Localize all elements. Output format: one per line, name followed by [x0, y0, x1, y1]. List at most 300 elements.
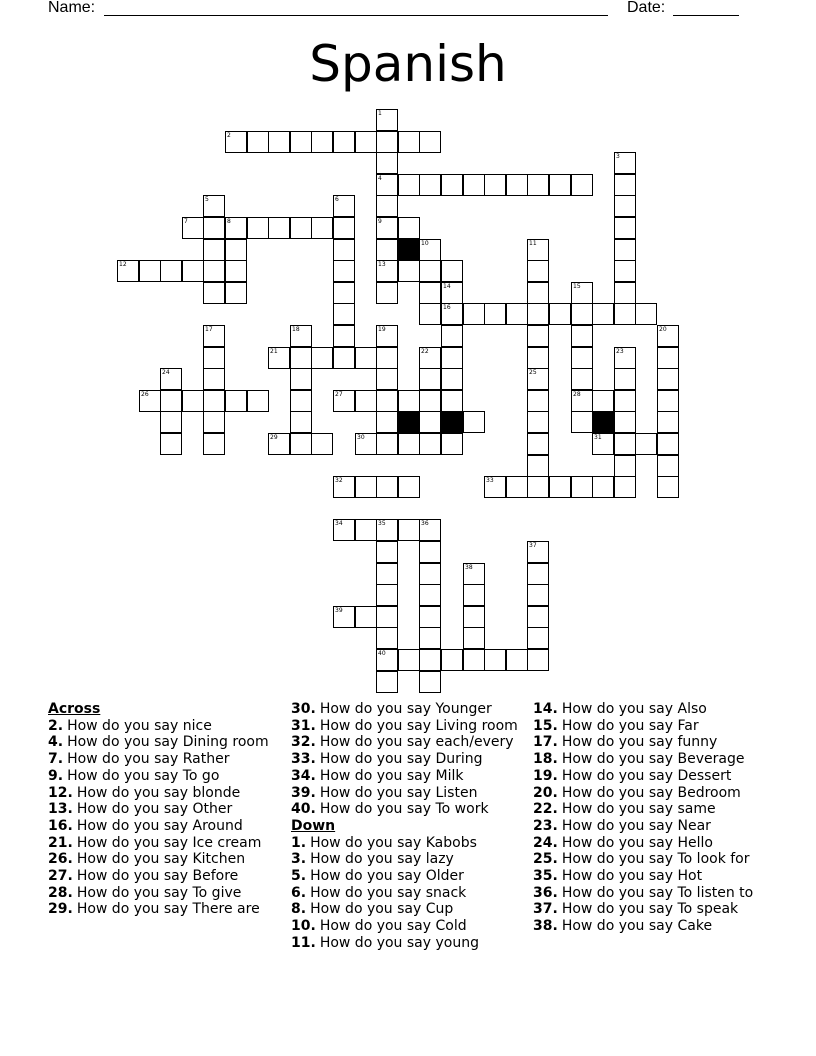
grid-cell[interactable]	[419, 649, 441, 671]
clue-number-label: 40.	[291, 801, 316, 818]
clue-number-label: 2.	[48, 717, 64, 734]
clue-number: 25	[529, 369, 537, 376]
clue-number-label: 24.	[533, 834, 558, 851]
grid-cell[interactable]	[203, 282, 225, 304]
clue-text: How do you say Dining room	[67, 734, 269, 751]
grid-cell[interactable]	[311, 131, 333, 153]
grid-cell[interactable]	[441, 325, 463, 347]
grid-cell[interactable]	[419, 627, 441, 649]
grid-cell[interactable]	[419, 671, 441, 693]
clue-item	[533, 901, 773, 918]
grid-cell[interactable]	[376, 131, 398, 153]
grid-cell[interactable]	[441, 174, 463, 196]
grid-cell[interactable]	[182, 390, 204, 412]
numbered-cell[interactable]	[225, 131, 247, 153]
grid-cell[interactable]	[376, 541, 398, 563]
grid-cell[interactable]	[419, 174, 441, 196]
clue-text: How do you say Bedroom	[561, 784, 741, 801]
numbered-cell[interactable]	[203, 195, 225, 217]
numbered-cell[interactable]	[333, 390, 355, 412]
clue-item	[291, 801, 531, 818]
clue-number: 36	[421, 520, 429, 527]
clue-number-label: 37.	[533, 901, 558, 918]
grid-cell[interactable]	[376, 152, 398, 174]
clue-number-label: 18.	[533, 751, 558, 768]
grid-cell[interactable]	[203, 411, 225, 433]
clue-item	[291, 718, 531, 735]
grid-cell[interactable]	[398, 390, 420, 412]
grid-cell[interactable]	[614, 476, 636, 498]
clue-number-label: 6.	[291, 884, 307, 901]
grid-cell[interactable]	[614, 217, 636, 239]
grid-cell[interactable]	[160, 260, 182, 282]
grid-cell[interactable]	[657, 368, 679, 390]
grid-cell[interactable]	[571, 325, 593, 347]
clue-text: How do you say Beverage	[561, 751, 745, 768]
clue-item	[533, 701, 773, 718]
grid-cell[interactable]	[355, 347, 377, 369]
grid-cell[interactable]	[419, 433, 441, 455]
grid-cell[interactable]	[506, 476, 528, 498]
clue-number-label: 27.	[48, 868, 73, 885]
grid-cell[interactable]	[484, 649, 506, 671]
grid-cell[interactable]	[463, 174, 485, 196]
grid-cell[interactable]	[376, 347, 398, 369]
clue-item	[291, 751, 531, 768]
clue-number: 11	[529, 240, 537, 247]
grid-cell[interactable]	[527, 390, 549, 412]
clue-item	[48, 868, 278, 885]
across-clue-list-continued	[291, 701, 531, 818]
grid-cell[interactable]	[290, 411, 312, 433]
numbered-cell[interactable]	[333, 606, 355, 628]
grid-cell[interactable]	[311, 433, 333, 455]
grid-cell[interactable]	[527, 584, 549, 606]
clue-text: How do you say Kabobs	[310, 834, 477, 851]
grid-cell[interactable]	[398, 260, 420, 282]
grid-cell[interactable]	[527, 325, 549, 347]
grid-cell[interactable]	[592, 476, 614, 498]
numbered-cell[interactable]	[203, 325, 225, 347]
numbered-cell[interactable]	[527, 368, 549, 390]
grid-cell[interactable]	[614, 282, 636, 304]
clue-item	[291, 935, 531, 952]
clue-text: How do you say each/every	[319, 734, 514, 751]
clue-number: 2	[227, 132, 231, 139]
numbered-cell[interactable]	[592, 433, 614, 455]
clue-text: How do you say Far	[561, 717, 699, 734]
grid-cell[interactable]	[571, 174, 593, 196]
grid-cell[interactable]	[333, 260, 355, 282]
clue-number-label: 36.	[533, 884, 558, 901]
grid-cell[interactable]	[463, 303, 485, 325]
grid-cell[interactable]	[376, 195, 398, 217]
grid-cell[interactable]	[419, 584, 441, 606]
grid-cell[interactable]	[527, 455, 549, 477]
grid-cell[interactable]	[376, 368, 398, 390]
clue-number-label: 5.	[291, 868, 307, 885]
clue-number-label: 14.	[533, 701, 558, 717]
clue-number: 40	[378, 650, 386, 657]
clue-text: How do you say Hello	[561, 834, 713, 851]
numbered-cell[interactable]	[527, 541, 549, 563]
grid-cell[interactable]	[571, 476, 593, 498]
grid-cell[interactable]	[571, 347, 593, 369]
numbered-cell[interactable]	[419, 239, 441, 261]
grid-cell[interactable]	[657, 433, 679, 455]
numbered-cell[interactable]	[333, 476, 355, 498]
clue-number-label: 22.	[533, 801, 558, 818]
grid-cell[interactable]	[527, 411, 549, 433]
numbered-cell[interactable]	[333, 195, 355, 217]
grid-cell[interactable]	[376, 390, 398, 412]
grid-cell[interactable]	[203, 239, 225, 261]
clue-number-label: 26.	[48, 851, 73, 868]
grid-cell[interactable]	[376, 584, 398, 606]
clue-text: How do you say Listen	[319, 784, 478, 801]
numbered-cell[interactable]	[441, 303, 463, 325]
clue-item	[48, 718, 278, 735]
grid-cell[interactable]	[527, 282, 549, 304]
grid-cell[interactable]	[268, 217, 290, 239]
clue-number-label: 7.	[48, 751, 64, 768]
numbered-cell[interactable]	[290, 325, 312, 347]
grid-cell[interactable]	[376, 606, 398, 628]
grid-cell[interactable]	[203, 217, 225, 239]
clue-number-label: 31.	[291, 717, 316, 734]
grid-cell[interactable]	[290, 347, 312, 369]
clue-number: 16	[443, 304, 451, 311]
grid-cell[interactable]	[657, 411, 679, 433]
grid-cell[interactable]	[311, 217, 333, 239]
grid-cell[interactable]	[463, 584, 485, 606]
clue-text: How do you say To give	[76, 884, 242, 901]
numbered-cell[interactable]	[376, 260, 398, 282]
clue-item	[48, 818, 278, 835]
grid-cell[interactable]	[635, 303, 657, 325]
grid-cell[interactable]	[614, 195, 636, 217]
numbered-cell[interactable]	[463, 563, 485, 585]
clue-text: How do you say Living room	[319, 717, 518, 734]
grid-cell[interactable]	[549, 174, 571, 196]
grid-cell[interactable]	[311, 347, 333, 369]
clue-number: 32	[335, 477, 343, 484]
grid-cell[interactable]	[635, 433, 657, 455]
grid-cell[interactable]	[333, 131, 355, 153]
grid-cell[interactable]	[441, 347, 463, 369]
clue-text: How do you say snack	[310, 884, 467, 901]
grid-cell[interactable]	[614, 174, 636, 196]
grid-cell[interactable]	[657, 455, 679, 477]
clue-number-label: 29.	[48, 901, 73, 918]
grid-cell[interactable]	[484, 303, 506, 325]
clue-item	[533, 851, 773, 868]
numbered-cell[interactable]	[571, 390, 593, 412]
grid-cell[interactable]	[376, 433, 398, 455]
grid-cell[interactable]	[333, 217, 355, 239]
grid-cell[interactable]	[247, 217, 269, 239]
grid-cell[interactable]	[506, 649, 528, 671]
grid-cell[interactable]	[225, 390, 247, 412]
clue-number: 20	[659, 326, 667, 333]
clue-item	[533, 768, 773, 785]
clue-number-label: 32.	[291, 734, 316, 751]
grid-cell[interactable]	[182, 260, 204, 282]
grid-cell[interactable]	[419, 303, 441, 325]
numbered-cell[interactable]	[268, 433, 290, 455]
clue-number-label: 19.	[533, 767, 558, 784]
grid-cell[interactable]	[463, 649, 485, 671]
grid-cell[interactable]	[333, 282, 355, 304]
grid-cell[interactable]	[398, 217, 420, 239]
clue-text: How do you say To speak	[561, 901, 739, 918]
grid-cell[interactable]	[549, 303, 571, 325]
clue-text: How do you say Older	[310, 868, 464, 885]
clue-number-label: 21.	[48, 834, 73, 851]
numbered-cell[interactable]	[160, 368, 182, 390]
grid-cell[interactable]	[203, 433, 225, 455]
clue-text: How do you say Hot	[561, 868, 703, 885]
grid-cell[interactable]	[333, 239, 355, 261]
grid-cell[interactable]	[441, 390, 463, 412]
grid-cell[interactable]	[527, 347, 549, 369]
clue-text: How do you say Kitchen	[76, 851, 246, 868]
grid-cell[interactable]	[290, 217, 312, 239]
numbered-cell[interactable]	[333, 519, 355, 541]
grid-cell[interactable]	[398, 649, 420, 671]
clue-text: How do you say nice	[67, 717, 212, 734]
numbered-cell[interactable]	[527, 239, 549, 261]
grid-cell[interactable]	[376, 671, 398, 693]
grid-cell[interactable]	[441, 368, 463, 390]
grid-cell[interactable]	[376, 411, 398, 433]
grid-cell[interactable]	[614, 239, 636, 261]
grid-cell[interactable]	[139, 260, 161, 282]
grid-cell[interactable]	[463, 606, 485, 628]
grid-cell[interactable]	[290, 368, 312, 390]
grid-cell[interactable]	[333, 347, 355, 369]
clue-number-label: 23.	[533, 817, 558, 834]
grid-cell[interactable]	[527, 606, 549, 628]
grid-cell[interactable]	[657, 347, 679, 369]
grid-cell[interactable]	[527, 476, 549, 498]
clue-number: 23	[616, 348, 624, 355]
grid-cell[interactable]	[355, 131, 377, 153]
grid-cell[interactable]	[419, 282, 441, 304]
grid-cell[interactable]	[657, 476, 679, 498]
grid-cell[interactable]	[527, 649, 549, 671]
clue-number-label: 17.	[533, 734, 558, 751]
grid-cell[interactable]	[506, 174, 528, 196]
grid-cell[interactable]	[463, 411, 485, 433]
numbered-cell[interactable]	[376, 519, 398, 541]
grid-cell[interactable]	[398, 174, 420, 196]
grid-cell[interactable]	[571, 411, 593, 433]
grid-cell[interactable]	[614, 260, 636, 282]
grid-cell[interactable]	[225, 260, 247, 282]
page-title: Spanish	[309, 35, 507, 93]
grid-cell[interactable]	[614, 455, 636, 477]
numbered-cell[interactable]	[419, 519, 441, 541]
grid-cell[interactable]	[614, 303, 636, 325]
grid-cell[interactable]	[527, 303, 549, 325]
numbered-cell[interactable]	[376, 217, 398, 239]
grid-cell[interactable]	[419, 541, 441, 563]
clue-item	[533, 918, 773, 935]
clue-item	[291, 835, 531, 852]
numbered-cell[interactable]	[355, 433, 377, 455]
numbered-cell[interactable]	[376, 174, 398, 196]
clue-item	[291, 901, 531, 918]
clue-text: How do you say Dessert	[561, 767, 732, 784]
grid-cell[interactable]	[160, 411, 182, 433]
grid-cell[interactable]	[355, 519, 377, 541]
grid-cell[interactable]	[419, 368, 441, 390]
clue-number-label: 33.	[291, 751, 316, 768]
grid-cell[interactable]	[614, 411, 636, 433]
clue-item	[48, 835, 278, 852]
grid-cell[interactable]	[419, 606, 441, 628]
black-square	[398, 239, 420, 261]
clue-column-2	[291, 701, 531, 952]
numbered-cell[interactable]	[614, 347, 636, 369]
black-square	[592, 411, 614, 433]
clue-number: 33	[486, 477, 494, 484]
grid-cell[interactable]	[203, 260, 225, 282]
numbered-cell[interactable]	[268, 347, 290, 369]
grid-cell[interactable]	[376, 282, 398, 304]
grid-cell[interactable]	[441, 260, 463, 282]
grid-cell[interactable]	[592, 303, 614, 325]
grid-cell[interactable]	[506, 303, 528, 325]
grid-cell[interactable]	[225, 239, 247, 261]
name-label: Name:	[48, 0, 96, 16]
grid-cell[interactable]	[484, 174, 506, 196]
grid-cell[interactable]	[290, 433, 312, 455]
grid-cell[interactable]	[290, 131, 312, 153]
grid-cell[interactable]	[614, 390, 636, 412]
clue-number-label: 13.	[48, 801, 73, 818]
grid-cell[interactable]	[592, 390, 614, 412]
grid-cell[interactable]	[549, 476, 571, 498]
clue-number: 13	[378, 261, 386, 268]
grid-cell[interactable]	[398, 519, 420, 541]
grid-cell[interactable]	[527, 433, 549, 455]
grid-cell[interactable]	[160, 390, 182, 412]
grid-cell[interactable]	[290, 390, 312, 412]
numbered-cell[interactable]	[376, 109, 398, 131]
numbered-cell[interactable]	[225, 217, 247, 239]
clue-item	[48, 851, 278, 868]
clue-number-label: 35.	[533, 868, 558, 885]
grid-cell[interactable]	[355, 476, 377, 498]
numbered-cell[interactable]	[571, 282, 593, 304]
clue-item	[291, 868, 531, 885]
clue-item	[533, 718, 773, 735]
clue-number: 31	[594, 434, 602, 441]
clue-number: 26	[141, 391, 149, 398]
grid-cell[interactable]	[419, 131, 441, 153]
clue-number-label: 16.	[48, 817, 73, 834]
clue-text: How do you say young	[319, 934, 479, 951]
clue-number: 19	[378, 326, 386, 333]
grid-cell[interactable]	[419, 260, 441, 282]
black-square	[441, 411, 463, 433]
grid-cell[interactable]	[441, 649, 463, 671]
grid-cell[interactable]	[657, 390, 679, 412]
grid-cell[interactable]	[355, 606, 377, 628]
grid-cell[interactable]	[419, 411, 441, 433]
grid-cell[interactable]	[419, 563, 441, 585]
down-clue-list-continued	[533, 701, 773, 935]
numbered-cell[interactable]	[376, 325, 398, 347]
clue-number: 39	[335, 607, 343, 614]
clue-number-label: 8.	[291, 901, 307, 918]
grid-cell[interactable]	[441, 433, 463, 455]
grid-cell[interactable]	[419, 390, 441, 412]
numbered-cell[interactable]	[376, 649, 398, 671]
grid-cell[interactable]	[247, 390, 269, 412]
grid-cell[interactable]	[571, 303, 593, 325]
grid-cell[interactable]	[398, 433, 420, 455]
grid-cell[interactable]	[268, 131, 290, 153]
clue-item	[48, 901, 278, 918]
clue-item	[48, 785, 278, 802]
grid-cell[interactable]	[571, 368, 593, 390]
numbered-cell[interactable]	[484, 476, 506, 498]
grid-cell[interactable]	[376, 476, 398, 498]
grid-cell[interactable]	[614, 368, 636, 390]
clue-text: How do you say To work	[319, 801, 489, 818]
grid-cell[interactable]	[203, 347, 225, 369]
numbered-cell[interactable]	[182, 217, 204, 239]
clue-text: How do you say Cold	[319, 918, 467, 935]
grid-cell[interactable]	[247, 131, 269, 153]
numbered-cell[interactable]	[657, 325, 679, 347]
clue-number: 7	[184, 218, 188, 225]
clue-number: 22	[421, 348, 429, 355]
grid-cell[interactable]	[225, 282, 247, 304]
grid-cell[interactable]	[398, 476, 420, 498]
clue-text: How do you say During	[319, 751, 483, 768]
grid-cell[interactable]	[376, 627, 398, 649]
numbered-cell[interactable]	[139, 390, 161, 412]
grid-cell[interactable]	[160, 433, 182, 455]
numbered-cell[interactable]	[614, 152, 636, 174]
grid-cell[interactable]	[376, 563, 398, 585]
grid-cell[interactable]	[355, 390, 377, 412]
numbered-cell[interactable]	[419, 347, 441, 369]
numbered-cell[interactable]	[441, 282, 463, 304]
grid-cell[interactable]	[527, 174, 549, 196]
numbered-cell[interactable]	[117, 260, 139, 282]
grid-cell[interactable]	[463, 627, 485, 649]
grid-cell[interactable]	[203, 368, 225, 390]
grid-cell[interactable]	[333, 303, 355, 325]
clue-number: 27	[335, 391, 343, 398]
grid-cell[interactable]	[527, 627, 549, 649]
grid-cell[interactable]	[333, 325, 355, 347]
clue-text: How do you say Before	[76, 868, 239, 885]
grid-cell[interactable]	[398, 131, 420, 153]
grid-cell[interactable]	[614, 433, 636, 455]
grid-cell[interactable]	[527, 563, 549, 585]
grid-cell[interactable]	[203, 390, 225, 412]
grid-cell[interactable]	[376, 239, 398, 261]
clue-number: 30	[357, 434, 365, 441]
grid-cell[interactable]	[527, 260, 549, 282]
clue-item	[291, 701, 531, 718]
